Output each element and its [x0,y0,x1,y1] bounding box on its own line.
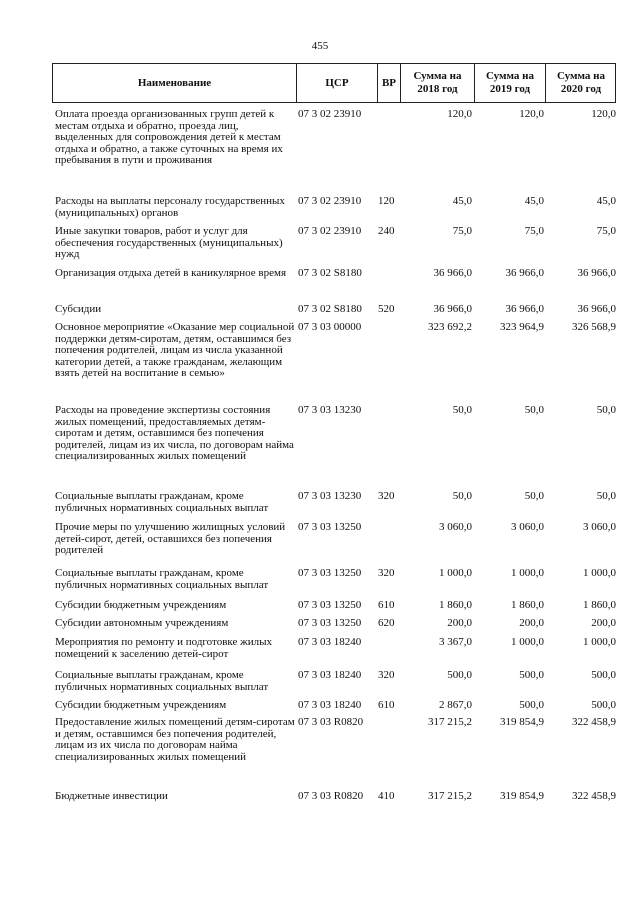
row-vr: 320 [378,567,395,579]
row-vr: 610 [378,599,395,611]
row-name: Мероприятия по ремонту и подготовке жилых помещений к заселению детей-сирот [55,636,272,660]
row-sum-2018: 75,0 [452,225,472,237]
row-sum-2018: 317 215,2 [428,716,472,728]
row-csr: 07 3 02 S8180 [298,303,362,315]
row-sum-2019: 1 000,0 [511,636,544,648]
row-sum-2018: 1 000,0 [439,567,472,579]
row-csr: 07 3 03 13250 [298,521,362,533]
row-name: Организация отдыха детей в каникулярное время [55,267,286,279]
header-sum-2019: Сумма на 2019 год [485,70,535,95]
row-name: Субсидии бюджетным учреждениям [55,599,227,611]
row-sum-2019: 50,0 [524,404,544,416]
row-sum-2018: 50,0 [452,404,472,416]
row-sum-2018: 50,0 [452,490,472,502]
row-sum-2018: 1 860,0 [439,599,472,611]
row-csr: 07 3 03 00000 [298,321,362,333]
row-csr: 07 3 03 13230 [298,404,362,416]
row-name: Субсидии [55,303,102,315]
row-sum-2018: 500,0 [447,669,472,681]
header-sum-2018: Сумма на 2018 год [413,70,462,95]
row-sum-2020: 322 458,9 [572,790,616,802]
row-name: Расходы на выплаты персоналу государственных (муниципальных) органов [55,195,285,219]
row-sum-2018: 36 966,0 [433,303,472,315]
row-name: Социальные выплаты гражданам, кроме публичных нормативных социальных выплат [55,490,269,514]
row-name: Социальные выплаты гражданам, кроме публичных нормативных социальных выплат [55,567,269,591]
row-sum-2020: 1 000,0 [583,567,616,579]
row-sum-2020: 326 568,9 [572,321,616,333]
row-sum-2019: 500,0 [519,699,544,711]
row-sum-2018: 36 966,0 [433,267,472,279]
row-name: Основное мероприятие «Оказание мер социальной поддержки детям-сиротам, детям, оставшимся без попечения родителей, лицам из числа указанной категории детей, а также гражданам, желающим взять детей на воспитание в семью» [55,321,295,379]
row-vr: 120 [378,195,395,207]
row-sum-2020: 500,0 [591,669,616,681]
row-csr: 07 3 03 13230 [298,490,362,502]
row-sum-2019: 319 854,9 [500,790,544,802]
header-csr: ЦСР [325,76,349,89]
row-sum-2019: 323 964,9 [500,321,544,333]
row-sum-2019: 50,0 [524,490,544,502]
row-name: Прочие меры по улучшению жилищных условий детей-сирот, детей, оставшихся без попечения родителей [55,521,286,556]
row-name: Субсидии бюджетным учреждениям [55,699,227,711]
row-csr: 07 3 02 S8180 [298,267,362,279]
row-csr: 07 3 03 13250 [298,599,362,611]
row-sum-2019: 319 854,9 [500,716,544,728]
row-vr: 320 [378,490,395,502]
row-vr: 240 [378,225,395,237]
row-csr: 07 3 03 18240 [298,636,362,648]
row-vr: 610 [378,699,395,711]
row-sum-2019: 120,0 [519,108,544,120]
row-sum-2020: 75,0 [596,225,616,237]
row-sum-2020: 1 000,0 [583,636,616,648]
row-name: Иные закупки товаров, работ и услуг для обеспечения государственных (муниципальных) нужд [55,225,283,260]
row-sum-2019: 3 060,0 [511,521,544,533]
row-csr: 07 3 02 23910 [298,195,362,207]
row-name: Субсидии автономным учреждениям [55,617,229,629]
row-sum-2018: 120,0 [447,108,472,120]
row-vr: 520 [378,303,395,315]
row-sum-2020: 1 860,0 [583,599,616,611]
row-sum-2018: 323 692,2 [428,321,472,333]
row-sum-2019: 200,0 [519,617,544,629]
row-sum-2020: 50,0 [596,490,616,502]
row-sum-2018: 2 867,0 [439,699,472,711]
row-name: Расходы на проведение экспертизы состояния жилых помещений, предоставляемых детям-сиротам и детям, оставшимся без попечения родителей, лицам из их числа, по договорам найма специализированных жилых помещений [55,404,294,462]
row-csr: 07 3 02 23910 [298,108,362,120]
row-sum-2018: 3 367,0 [439,636,472,648]
row-sum-2019: 75,0 [524,225,544,237]
row-sum-2018: 200,0 [447,617,472,629]
row-csr: 07 3 03 R0820 [298,716,364,728]
header-sum-2020: Сумма на 2020 год [556,70,606,95]
header-name: Наименование [137,76,212,89]
row-csr: 07 3 02 23910 [298,225,362,237]
row-sum-2020: 3 060,0 [583,521,616,533]
row-sum-2020: 45,0 [596,195,616,207]
row-csr: 07 3 03 13250 [298,617,362,629]
header-vr: ВР [381,76,397,89]
row-csr: 07 3 03 18240 [298,699,362,711]
row-name: Социальные выплаты гражданам, кроме публичных нормативных социальных выплат [55,669,269,693]
row-sum-2019: 500,0 [519,669,544,681]
row-sum-2019: 1 000,0 [511,567,544,579]
row-sum-2020: 36 966,0 [577,267,616,279]
row-sum-2020: 120,0 [591,108,616,120]
row-sum-2019: 36 966,0 [505,267,544,279]
row-sum-2019: 36 966,0 [505,303,544,315]
row-sum-2018: 317 215,2 [428,790,472,802]
row-sum-2020: 500,0 [591,699,616,711]
row-sum-2019: 45,0 [524,195,544,207]
row-sum-2020: 50,0 [596,404,616,416]
row-sum-2018: 45,0 [452,195,472,207]
row-vr: 620 [378,617,395,629]
page-number: 455 [311,40,329,52]
row-sum-2020: 36 966,0 [577,303,616,315]
row-sum-2018: 3 060,0 [439,521,472,533]
row-sum-2020: 322 458,9 [572,716,616,728]
row-csr: 07 3 03 13250 [298,567,362,579]
row-csr: 07 3 03 R0820 [298,790,364,802]
row-csr: 07 3 03 18240 [298,669,362,681]
row-vr: 320 [378,669,395,681]
row-vr: 410 [378,790,395,802]
row-name: Предоставление жилых помещений детям-сиротам и детям, оставшимся без попечения родителей, лицам из их числа по договорам найма специализированных жилых помещений [55,716,295,763]
row-sum-2020: 200,0 [591,617,616,629]
row-sum-2019: 1 860,0 [511,599,544,611]
row-name: Оплата проезда организованных групп детей к местам отдыха и обратно, проезда лиц, выделенных для сопровождения детей к местам отдыха и обратно, а также суточных на время их пребывания в пути и проживания [55,108,283,166]
row-name: Бюджетные инвестиции [55,790,168,802]
